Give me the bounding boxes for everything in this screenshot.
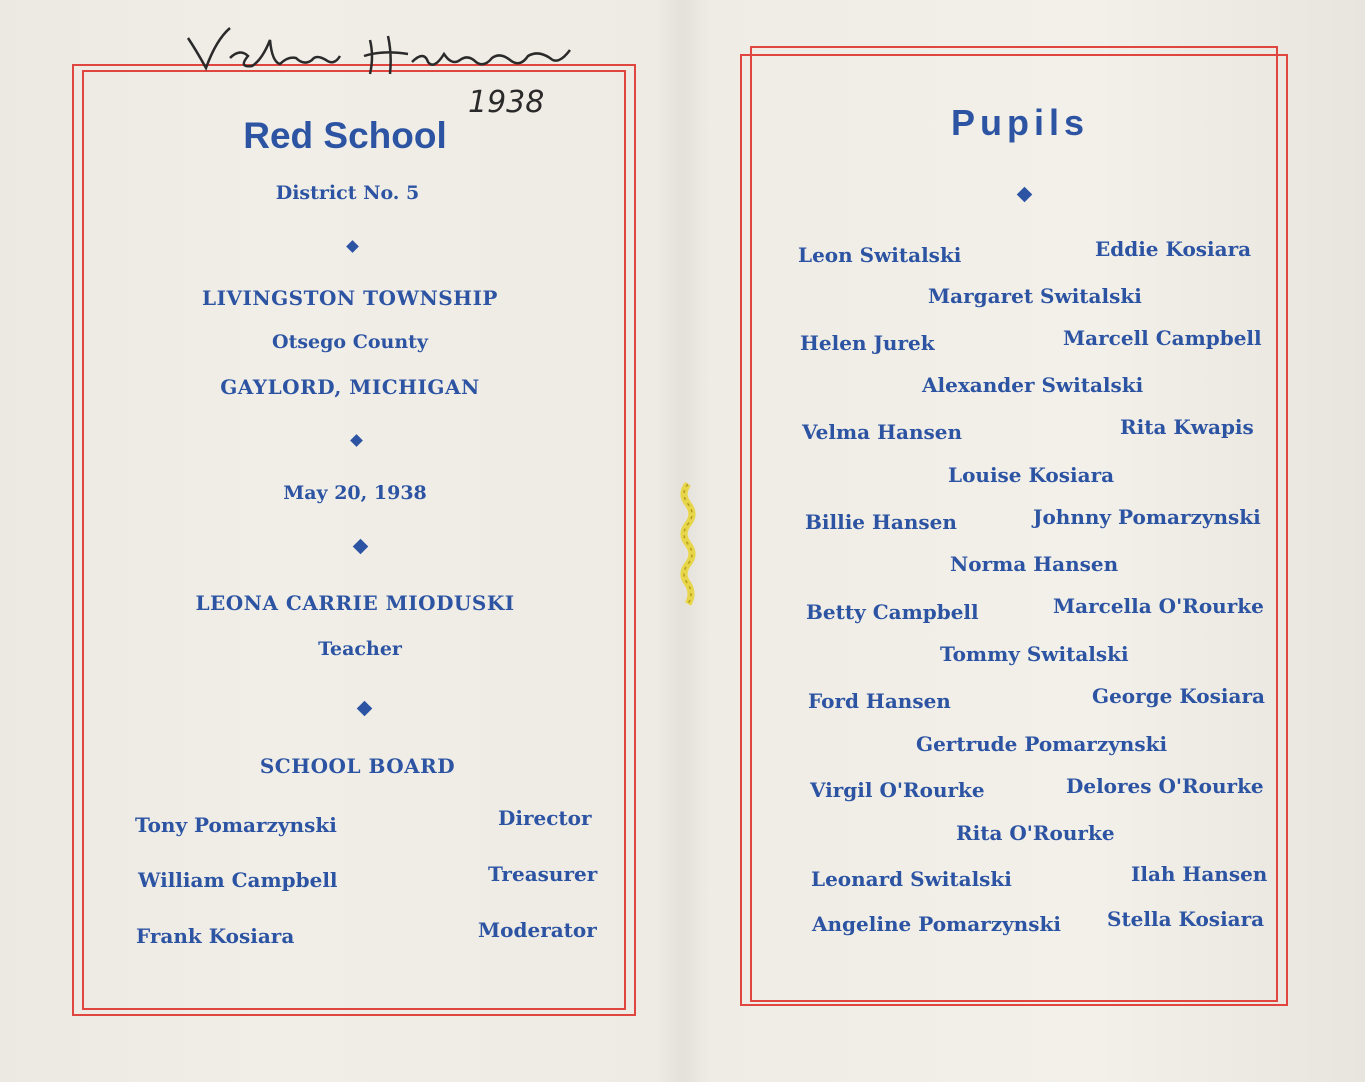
pupil-name: Gertrude Pomarzynski: [916, 732, 1168, 756]
pupil-name: George Kosiara: [1092, 684, 1265, 708]
board-member-name: Frank Kosiara: [136, 924, 295, 948]
county-label: Otsego County: [272, 331, 428, 353]
board-member-role: Director: [498, 806, 592, 830]
pupil-name: Johnny Pomarzynski: [1033, 505, 1261, 529]
board-member-name: William Campbell: [138, 868, 338, 892]
pupil-name: Velma Hansen: [802, 420, 963, 444]
pupil-name: Leon Switalski: [798, 243, 962, 267]
pupil-name: Stella Kosiara: [1107, 907, 1265, 931]
pupil-name: Billie Hansen: [805, 510, 957, 534]
handwritten-signature: [178, 10, 578, 120]
pupil-name: Ford Hansen: [808, 689, 951, 713]
board-member-role: Moderator: [478, 918, 597, 942]
pupils-title: Pupils: [950, 102, 1090, 143]
pupil-name: Virgil O'Rourke: [810, 778, 985, 802]
page-title: Red School: [243, 115, 447, 156]
pupil-name: Louise Kosiara: [948, 463, 1115, 487]
pupil-name: Leonard Switalski: [811, 867, 1012, 891]
pupil-name: Eddie Kosiara: [1095, 237, 1252, 261]
pupil-name: Rita Kwapis: [1120, 415, 1254, 439]
pupil-name: Ilah Hansen: [1131, 862, 1268, 886]
handwritten-year: 1938: [468, 85, 545, 120]
board-member-name: Tony Pomarzynski: [135, 813, 337, 837]
school-board-heading: SCHOOL BOARD: [259, 754, 456, 778]
pupil-name: Margaret Switalski: [928, 284, 1142, 308]
pupil-name: Delores O'Rourke: [1066, 774, 1264, 798]
left-page: [0, 0, 680, 1082]
board-member-role: Treasurer: [488, 862, 598, 886]
pupil-name: Marcella O'Rourke: [1053, 594, 1264, 618]
township-label: LIVINGSTON TOWNSHIP: [202, 286, 498, 310]
teacher-name: LEONA CARRIE MIODUSKI: [195, 591, 515, 615]
pupil-name: Alexander Switalski: [922, 373, 1144, 397]
pupil-name: Betty Campbell: [806, 600, 979, 624]
pupil-name: Angeline Pomarzynski: [812, 912, 1061, 936]
district-label: District No. 5: [275, 182, 420, 204]
pupil-name: Rita O'Rourke: [956, 821, 1115, 845]
right-page: [690, 0, 1365, 1082]
pupil-name: Helen Jurek: [800, 331, 935, 355]
pupil-name: Tommy Switalski: [940, 642, 1129, 666]
pupil-name: Marcell Campbell: [1063, 326, 1262, 350]
event-date: May 20, 1938: [283, 482, 427, 504]
teacher-role: Teacher: [318, 638, 402, 660]
pupil-name: Norma Hansen: [950, 552, 1119, 576]
city-label: GAYLORD, MICHIGAN: [220, 375, 480, 399]
